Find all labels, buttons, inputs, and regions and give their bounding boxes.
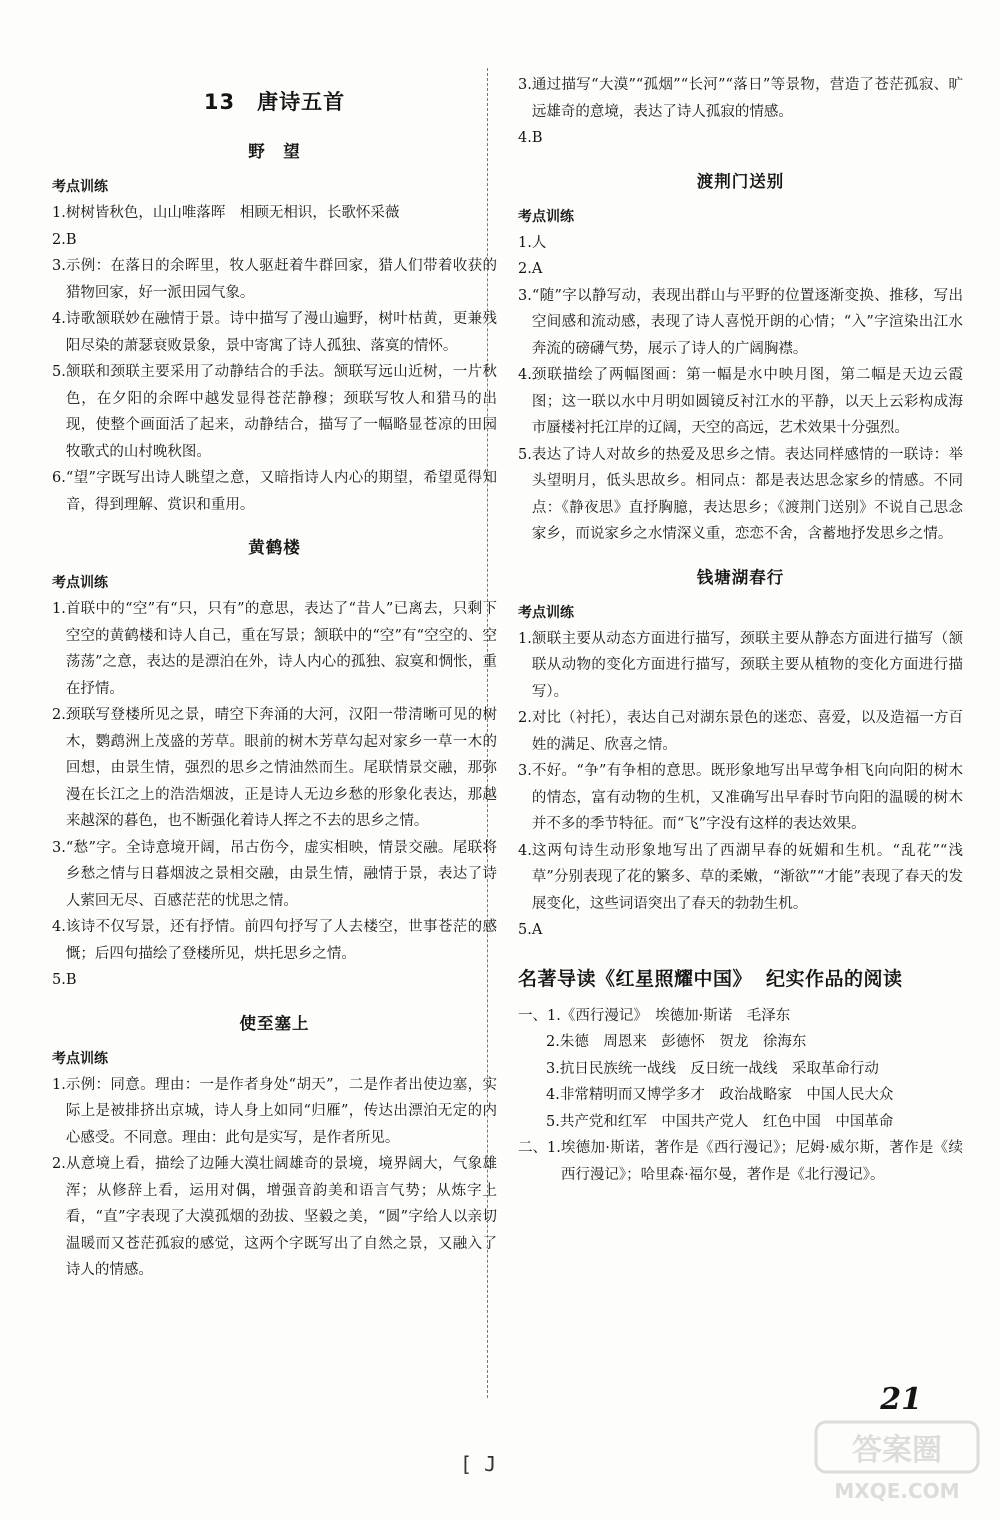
answer-number: 5. bbox=[518, 446, 532, 463]
answer-text: 通过描写“大漠”“孤烟”“长河”“落日”等景物，营造了苍茫孤寂、旷远雄奇的意境，表达了诗人孤寂的情感。 bbox=[531, 77, 963, 120]
poem-title: 使至塞上 bbox=[239, 1013, 310, 1033]
answer-number: 3. bbox=[518, 763, 532, 779]
poem-section bbox=[52, 138, 497, 524]
answer-text: B bbox=[65, 231, 77, 248]
feature-item bbox=[518, 1109, 963, 1136]
answer-text: 树树皆秋色，山山唯落晖 相顾无相识，长歌怀采薇 bbox=[65, 205, 400, 221]
answer-item bbox=[518, 283, 963, 363]
answer-item bbox=[52, 465, 497, 518]
feature-item bbox=[518, 1056, 963, 1083]
answer-item bbox=[52, 200, 497, 227]
category-label: 考点训练 bbox=[518, 604, 574, 621]
answer-number: 2. bbox=[52, 707, 66, 723]
answer-number: 5. bbox=[52, 364, 66, 380]
answer-text: 颈联描绘了两幅图画：第一幅是水中映月图，第二幅是天边云霞图；这一联以水中月明如圆镜反衬江水的平静，以天上云彩构成海市蜃楼衬托江岸的辽阔，天空的高远，艺术效果十分强烈。 bbox=[531, 367, 963, 436]
answer-item bbox=[518, 705, 963, 758]
answer-text: 颔联和颈联主要采用了动静结合的手法。颔联写远山近树，一片秋色，在夕阳的余晖中越发显得苍茫静穆；颈联写牧人和猎马的出现，使整个画面活了起来，动静结合，描写了一幅略显苍凉的田园牧歌式的山村晚秋图。 bbox=[65, 364, 497, 460]
answer-number: 1. bbox=[52, 205, 66, 221]
svg-text:答案圈: 答案圈 bbox=[852, 1433, 942, 1468]
answer-item bbox=[52, 967, 497, 994]
continued-answers bbox=[518, 72, 963, 158]
answer-item bbox=[52, 596, 497, 702]
answer-item bbox=[518, 917, 963, 944]
answer-list bbox=[518, 230, 963, 548]
category-label: 考点训练 bbox=[52, 179, 108, 195]
answer-text: 人 bbox=[531, 234, 547, 251]
answer-text: A bbox=[531, 261, 543, 277]
bottom-mark: [ J bbox=[460, 1452, 497, 1476]
answer-number: 6. bbox=[52, 470, 66, 486]
answer-number: 5. bbox=[52, 972, 66, 988]
answer-list bbox=[518, 626, 963, 944]
answer-item bbox=[52, 914, 497, 967]
poem-title: 野 望 bbox=[248, 142, 301, 161]
svg-text:MXQE.COM: MXQE.COM bbox=[834, 1479, 960, 1503]
poem-title: 钱塘湖春行 bbox=[696, 567, 785, 587]
answer-text: B bbox=[65, 972, 77, 988]
answer-list bbox=[52, 200, 497, 518]
answer-item bbox=[52, 1072, 497, 1152]
answer-number: 3. bbox=[518, 287, 532, 304]
answer-number: 1. bbox=[52, 601, 66, 617]
answer-text: 示例：在落日的余晖里，牧人驱赶着牛群回家，猎人们带着收获的猎物回家，好一派田园气象。 bbox=[65, 258, 497, 301]
watermark-logo bbox=[812, 1418, 982, 1506]
answer-item bbox=[52, 227, 497, 254]
answer-item bbox=[52, 835, 497, 915]
feature-title-a: 名著导读 bbox=[518, 967, 597, 990]
poem-title: 黄鹤楼 bbox=[248, 538, 301, 557]
feature-item bbox=[518, 1135, 963, 1188]
answer-text: 表达了诗人对故乡的热爱及思乡之情。表达同样感情的一联诗：举头望明月，低头思故乡。相同点：都是表达思念家乡的情感。不同点：《静夜思》直抒胸臆，表达思乡；《渡荆门送别》不说自己思念家乡，而说家乡之水情深义重，恋恋不舍，含蓄地抒发思乡之情。 bbox=[531, 446, 963, 542]
section-spacer bbox=[518, 152, 963, 158]
feature-title-b: 《红星照耀中国》 bbox=[596, 967, 753, 990]
lesson-title: 13 唐诗五首 bbox=[203, 90, 346, 114]
section-spacer bbox=[52, 1284, 497, 1290]
answer-text: 不好。“争”有争相的意思。既形象地写出早莺争相飞向向阳的树木的情态，富有动物的生机，又准确写出早春时节向阳的温暖的树木并不多的季节特征。而“飞”字没有这样的表达效果。 bbox=[531, 763, 963, 832]
answer-item bbox=[518, 758, 963, 838]
answer-text: 示例：同意。理由：一是作者身处“胡天”，二是作者出使边塞，实际上是被排挤出京城，诗人身上如同“归雁”，传达出漂泊无定的内心感受。不同意。理由：此句是实写，是作者所见。 bbox=[65, 1076, 497, 1146]
category-label: 考点训练 bbox=[52, 1050, 108, 1067]
answer-item bbox=[52, 253, 497, 306]
left-column bbox=[52, 72, 497, 1290]
answer-text: 这两句诗生动形象地写出了西湖早春的妩媚和生机。“乱花”“浅草”分别表现了花的繁多、草的柔嫩，“渐欲”“才能”表现了春天的发展变化，这些词语突出了春天的勃勃生机。 bbox=[531, 842, 963, 912]
section-spacer bbox=[52, 518, 497, 524]
feature-section-label: 二、 bbox=[518, 1140, 547, 1156]
answer-number: 2. bbox=[52, 1156, 66, 1172]
poem-section bbox=[52, 1010, 497, 1290]
answer-text: 颈联写登楼所见之景，晴空下奔涌的大河，汉阳一带清晰可见的树木，鹦鹉洲上茂盛的芳草。眼前的树木芳草勾起对家乡一草一木的回想，由景生情，强烈的思乡之情油然而生。尾联情景交融，那弥漫在长江之上的浩浩烟波，正是诗人无边乡愁的形象化表达，那越来越深的暮色，也不断强化着诗人挥之不去的思乡之情。 bbox=[65, 707, 497, 829]
answer-item bbox=[52, 306, 497, 359]
answer-number: 3. bbox=[518, 77, 532, 93]
feature-title-c: 纪实作品的阅读 bbox=[766, 967, 903, 990]
feature-item-text: 非常精明而又博学多才 政治战略家 中国人民大众 bbox=[559, 1087, 894, 1103]
feature-item-number: 1. bbox=[547, 1140, 561, 1156]
feature-item-number: 3. bbox=[546, 1060, 560, 1077]
category-label: 考点训练 bbox=[518, 208, 574, 225]
answer-text: 从意境上看，描绘了边陲大漠壮阔雄奇的景境，境界阔大，气象雄浑；从修辞上看，运用对偶，增强音韵美和语言气势；从炼字上看，“直”字表现了大漠孤烟的劲拔、坚毅之美，“圆”字给人以亲切温暖而又苍茫孤寂的感觉，这两个字既写出了自然之景，又融入了诗人的情感。 bbox=[65, 1156, 497, 1278]
answer-number: 4. bbox=[518, 842, 532, 859]
feature-item-text: 朱德 周恩来 彭德怀 贺龙 徐海东 bbox=[559, 1034, 807, 1050]
answer-item bbox=[518, 362, 963, 442]
feature-item-number: 1. bbox=[547, 1007, 561, 1024]
right-poems bbox=[518, 168, 963, 950]
answer-text: 首联中的“空”有“只，只有”的意思，表达了“昔人”已离去，只剩下空空的黄鹤楼和诗人自己，重在写景；颔联中的“空”有“空空的、空荡荡”之意，表达的是漂泊在外，诗人内心的孤独、寂寞和惆怅，重在抒情。 bbox=[65, 601, 497, 697]
answer-number: 2. bbox=[518, 261, 532, 277]
feature-item bbox=[518, 1029, 963, 1056]
answer-item bbox=[518, 125, 963, 152]
answer-item bbox=[518, 838, 963, 918]
answer-text: B bbox=[531, 130, 543, 146]
feature-item-text: 埃德加·斯诺，著作是《西行漫记》；尼姆·威尔斯，著作是《续西行漫记》；哈里森·福尔曼，著作是《北行漫记》。 bbox=[560, 1140, 963, 1183]
left-poems bbox=[52, 138, 497, 1290]
answer-number: 4. bbox=[52, 311, 66, 327]
feature-item-number: 2. bbox=[546, 1034, 560, 1050]
feature-item bbox=[518, 1003, 963, 1030]
page-number: 21 bbox=[880, 1382, 922, 1417]
answer-number: 4. bbox=[518, 130, 532, 146]
answer-number: 2. bbox=[518, 710, 532, 726]
feature-item-text: 共产党和红军 中国共产党人 红色中国 中国革命 bbox=[559, 1113, 894, 1130]
answer-text: 颔联主要从动态方面进行描写，颈联主要从静态方面进行描写（颔联从动物的变化方面进行描写，颈联主要从植物的变化方面进行描写）。 bbox=[531, 630, 963, 700]
answer-text: “望”字既写出诗人眺望之意，又暗指诗人内心的期望，希望觅得知音，得到理解、赏识和重用。 bbox=[65, 470, 497, 513]
answer-number: 2. bbox=[52, 231, 66, 248]
answer-item bbox=[518, 72, 963, 125]
answer-item bbox=[518, 626, 963, 706]
answer-number: 4. bbox=[518, 367, 532, 383]
answer-number: 3. bbox=[52, 258, 66, 274]
poem-title: 渡荆门送别 bbox=[696, 171, 785, 191]
answer-item bbox=[518, 442, 963, 548]
answer-item bbox=[52, 702, 497, 835]
feature-item bbox=[518, 1082, 963, 1109]
answer-text: 诗歌颔联妙在融情于景。诗中描写了漫山遍野，树叶枯黄，更兼残阳尽染的萧瑟衰败景象，景中寄寓了诗人孤独、落寞的情怀。 bbox=[65, 311, 497, 354]
feature-body bbox=[518, 1003, 963, 1189]
section-spacer bbox=[518, 548, 963, 554]
answer-number: 3. bbox=[52, 839, 66, 856]
poem-section bbox=[518, 564, 963, 950]
poem-section bbox=[52, 534, 497, 1000]
answer-item bbox=[52, 1151, 497, 1284]
answer-number: 5. bbox=[518, 922, 532, 938]
answer-list bbox=[52, 596, 497, 994]
answer-text: 对比（衬托），表达自己对湖东景色的迷恋、喜爱，以及造福一方百姓的满足、欣喜之情。 bbox=[531, 710, 963, 753]
answer-number: 1. bbox=[518, 630, 532, 647]
feature-section-label: 一、 bbox=[518, 1007, 547, 1024]
answer-text: “随”字以静写动，表现出群山与平野的位置逐渐变换、推移，写出空间感和流动感，表现了诗人喜悦开朗的心情；“入”字渲染出江水奔流的磅礴气势，展示了诗人的广阔胸襟。 bbox=[531, 287, 963, 357]
answer-number: 1. bbox=[518, 234, 532, 251]
right-column bbox=[518, 72, 963, 1188]
feature-item-text: 《西行漫记》 埃德加·斯诺 毛泽东 bbox=[560, 1007, 791, 1024]
answer-text: “愁”字。全诗意境开阔，吊古伤今，虚实相映，情景交融。尾联将乡愁之情与日暮烟波之景相交融，由景生情，融情于景，表达了诗人萦回无尽、百感茫茫的忧思之情。 bbox=[65, 839, 497, 909]
answer-number: 1. bbox=[52, 1076, 66, 1093]
answer-list bbox=[52, 1072, 497, 1284]
answer-item bbox=[518, 256, 963, 283]
section-spacer bbox=[52, 994, 497, 1000]
section-spacer bbox=[518, 944, 963, 950]
answer-item bbox=[52, 359, 497, 465]
answer-text: 该诗不仅写景，还有抒情。前四句抒写了人去楼空，世事苍茫的感慨；后四句描绘了登楼所见，烘托思乡之情。 bbox=[65, 919, 497, 962]
feature-item-number: 4. bbox=[546, 1087, 560, 1103]
answer-item bbox=[518, 230, 963, 257]
feature-title bbox=[518, 964, 963, 991]
feature-item-number: 5. bbox=[546, 1113, 560, 1130]
answer-text: A bbox=[531, 922, 543, 938]
answer-number: 4. bbox=[52, 919, 66, 935]
category-label: 考点训练 bbox=[52, 575, 108, 591]
poem-section bbox=[518, 168, 963, 554]
feature-item-text: 抗日民族统一战线 反日统一战线 采取革命行动 bbox=[559, 1060, 879, 1077]
